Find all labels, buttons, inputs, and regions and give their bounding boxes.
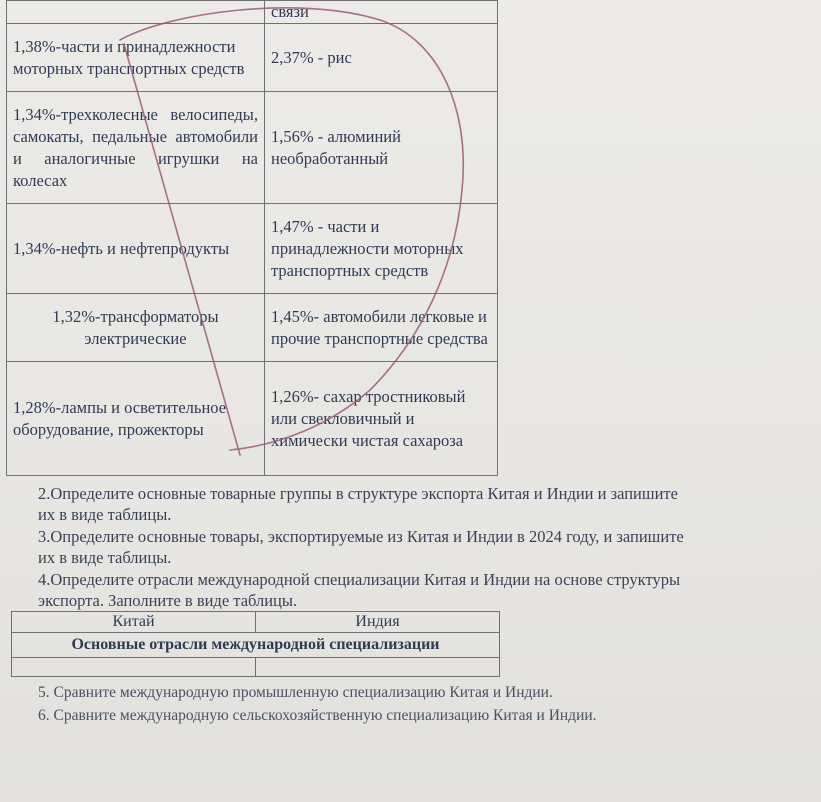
china-export-cell: 1,34%-нефть и нефтепродукты: [7, 204, 265, 294]
india-export-cell: 1,56% - алюминий необработанный: [265, 92, 498, 204]
table-row: [7, 204, 498, 294]
india-export-cell: 1,45%- автомобили легковые и прочие транспортные средства: [265, 294, 498, 362]
table-row: [7, 294, 498, 362]
specialization-empty-row: [12, 658, 500, 677]
export-structure-table: [6, 0, 498, 476]
empty-cell-china: [12, 658, 256, 677]
question-2-line-1: 2.Определите основные товарные группы в структуре экспорта Китая и Индии и запишите: [38, 484, 678, 503]
china-export-cell: 1,34%-трехколесные велосипеды, самокаты, педальные автомобили и аналогичные игрушки на колесах: [7, 92, 265, 204]
table-cell-empty: [7, 1, 265, 24]
empty-cell-india: [256, 658, 500, 677]
merged-row-label: Основные отрасли международной специализации: [12, 633, 500, 658]
india-export-cell: 1,47% - части и принадлежности моторных транспортных средств: [265, 204, 498, 294]
question-4-line-2: экспорта. Заполните в виде таблицы.: [38, 591, 298, 610]
specialization-table: [11, 611, 500, 677]
question-6: 6. Сравните международную сельскохозяйственную специализацию Китая и Индии.: [38, 707, 597, 724]
question-3-line-1: 3.Определите основные товары, экспортируемые из Китая и Индии в 2024 году, и запишите: [38, 527, 684, 546]
column-india: Индия: [256, 612, 500, 633]
column-china: Китай: [12, 612, 256, 633]
specialization-header-row: [12, 612, 500, 633]
table-header-cell: связи: [265, 1, 498, 24]
question-3-line-2: их в виде таблицы.: [38, 548, 172, 567]
specialization-merged-row: [12, 633, 500, 658]
question-5: 5. Сравните международную промышленную специализацию Китая и Индии.: [38, 684, 553, 701]
india-export-cell: 1,26%- сахар тростниковый или свекловичный и химически чистая сахароза: [265, 362, 498, 476]
question-4-line-1: 4.Определите отрасли международной специализации Китая и Индии на основе структуры: [38, 570, 681, 589]
india-export-cell: 2,37% - рис: [265, 24, 498, 92]
question-2-line-2: их в виде таблицы.: [38, 505, 172, 524]
table-row: [7, 92, 498, 204]
china-export-cell: 1,38%-части и принадлежности моторных транспортных средств: [7, 24, 265, 92]
china-export-cell: 1,28%-лампы и осветительное оборудование, прожекторы: [7, 362, 265, 476]
table-row: [7, 24, 498, 92]
table-header-row: [7, 1, 498, 24]
table-row: [7, 362, 498, 476]
china-export-cell: 1,32%-трансформаторы электрические: [7, 294, 265, 362]
